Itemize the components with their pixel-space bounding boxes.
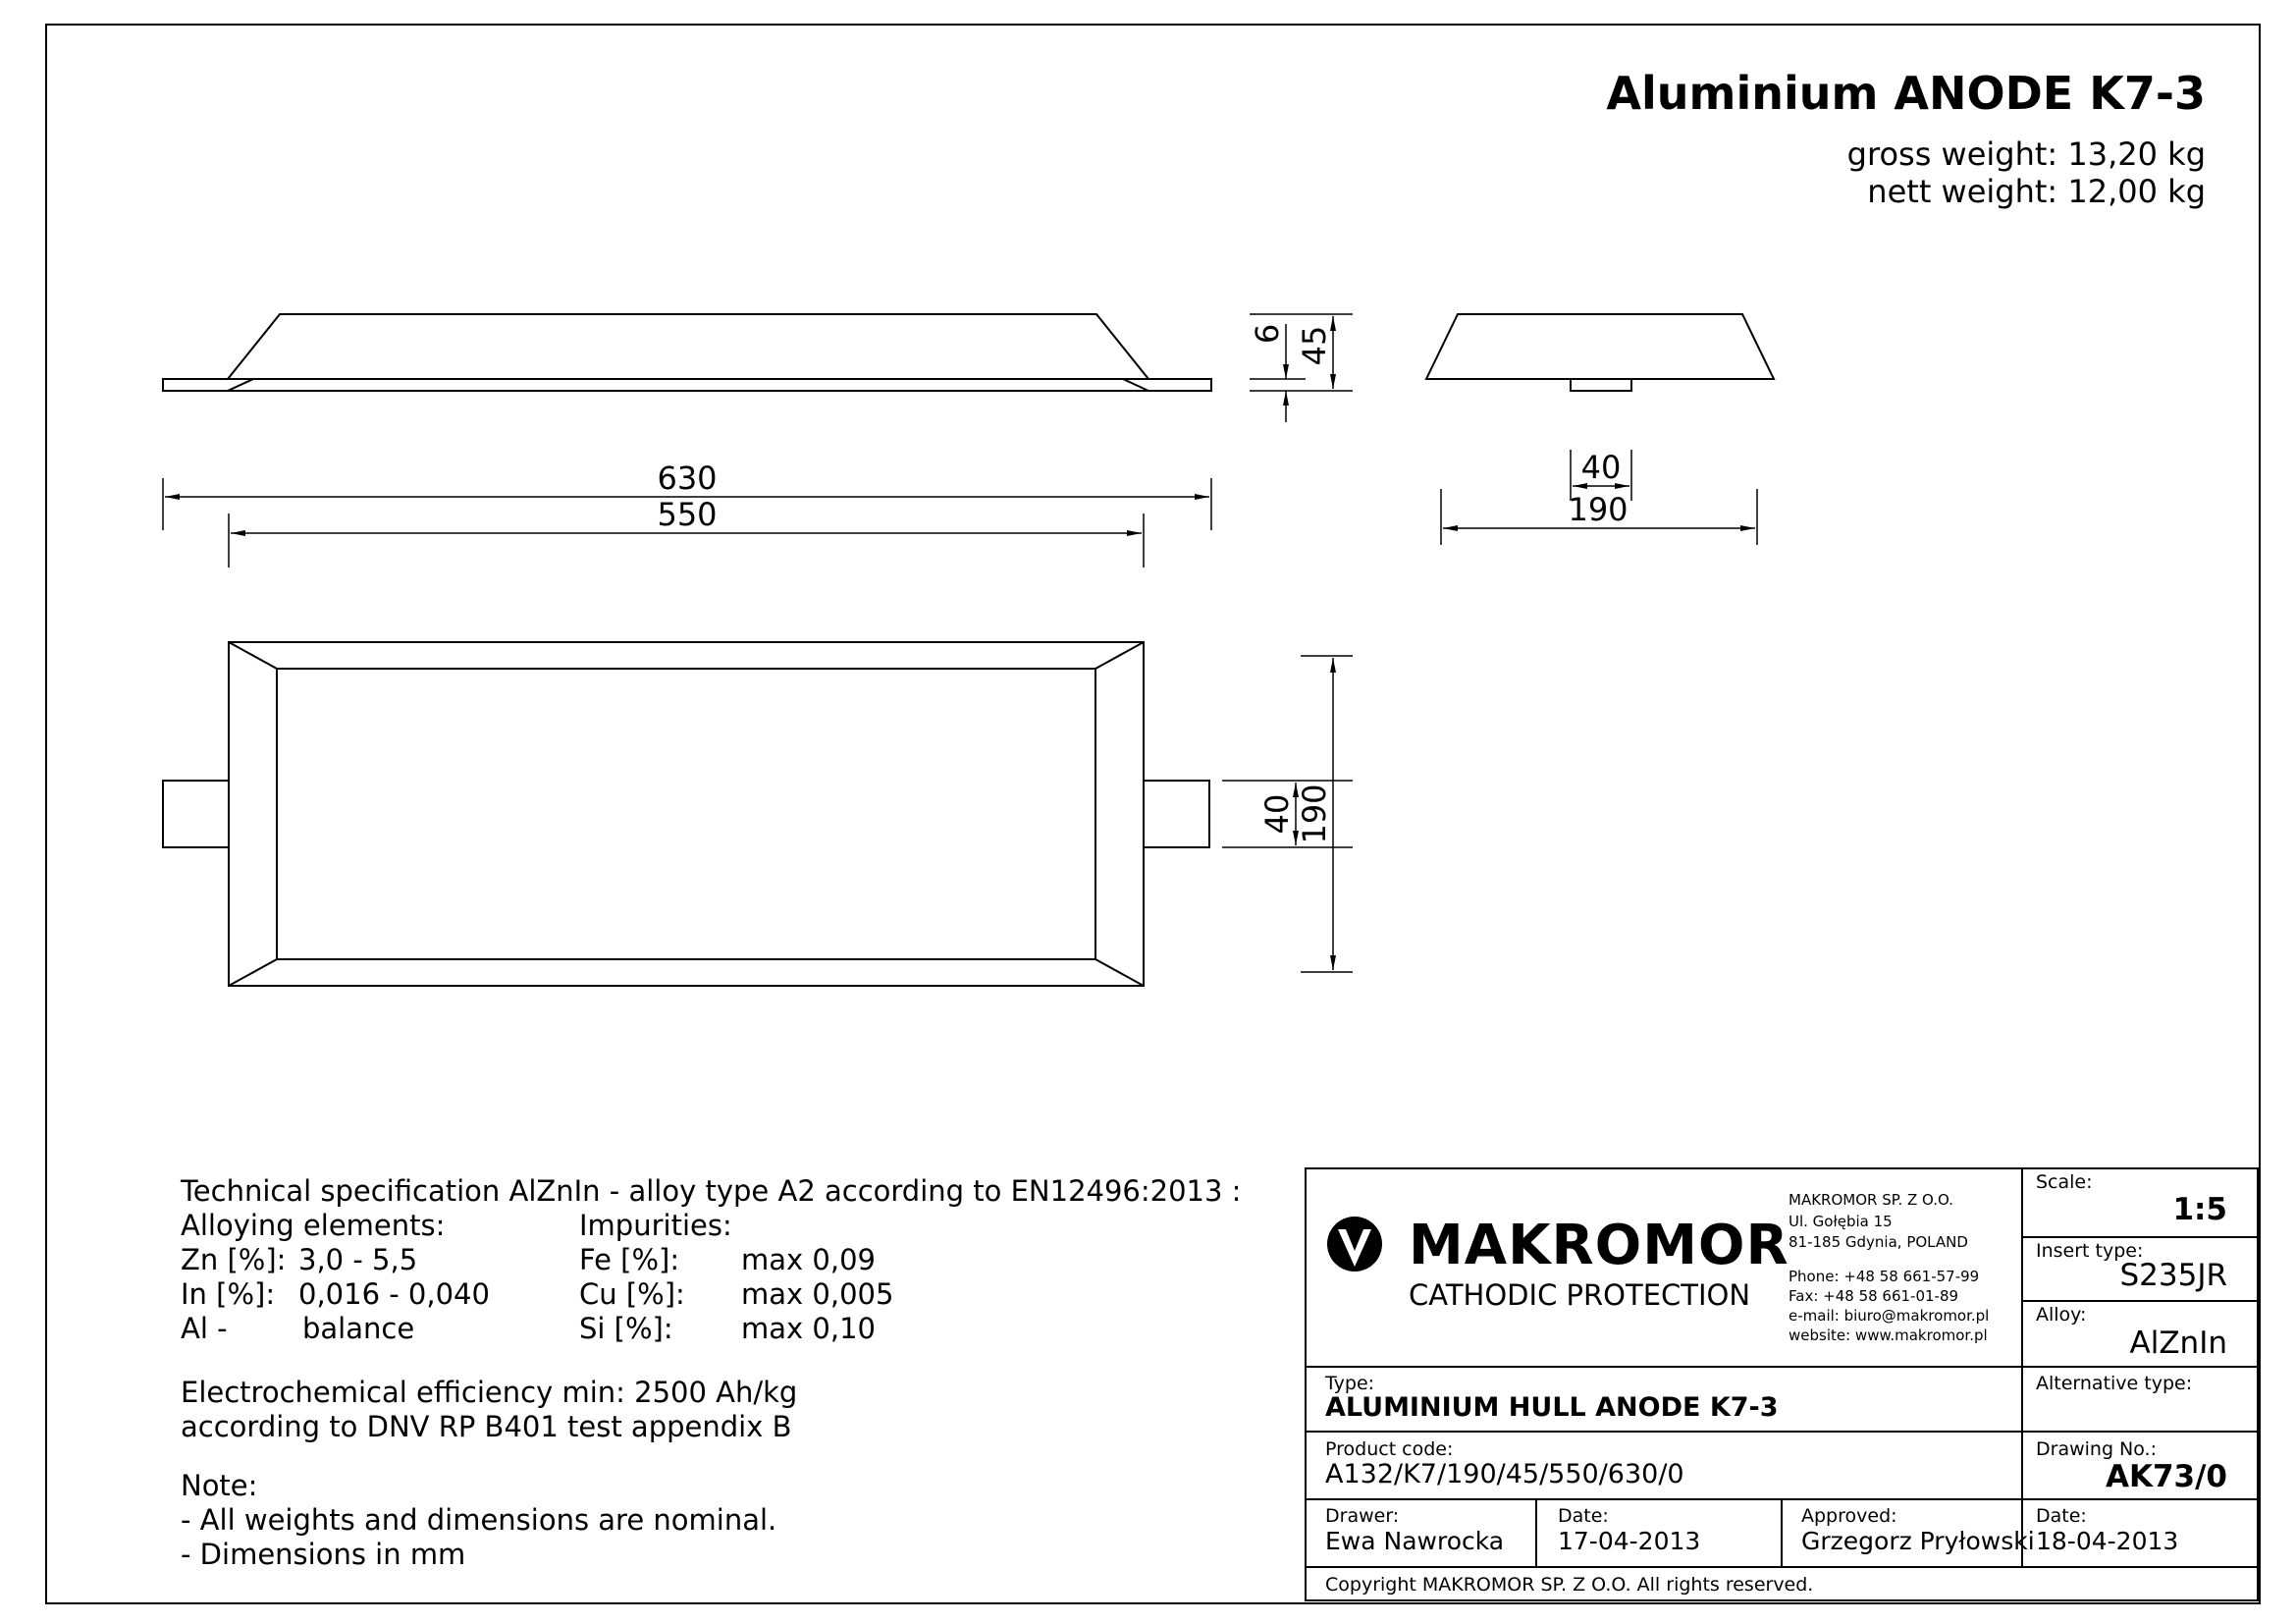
type-label: Type: — [1325, 1373, 1375, 1394]
type-value: ALUMINIUM HULL ANODE K7-3 — [1325, 1392, 1779, 1423]
impurity-value: max 0,10 — [741, 1312, 876, 1345]
impurity-value: max 0,005 — [741, 1277, 894, 1311]
alloying-value: 3,0 - 5,5 — [298, 1243, 418, 1276]
alloy-label: Alloy: — [2036, 1304, 2087, 1326]
copyright-notice: Copyright MAKROMOR SP. Z O.O. All rights reserved. — [1325, 1574, 1814, 1596]
approved-date-label: Date: — [2036, 1505, 2087, 1527]
drawing-number-value: AK73/0 — [2105, 1459, 2227, 1494]
company-name: MAKROMOR — [1409, 1214, 1789, 1277]
gross-weight: gross weight: 13,20 kg — [1846, 135, 2206, 173]
dim-end-190: 190 — [1568, 491, 1629, 528]
insert-type-value: S235JR — [2119, 1258, 2227, 1293]
email: e-mail: biuro@makromor.pl — [1789, 1307, 1990, 1325]
impurity-name: Si [%]: — [579, 1312, 673, 1345]
end-view — [1426, 314, 1774, 391]
spec-heading: Technical specification AlZnIn - alloy type A2 according to EN12496:2013 : — [181, 1174, 1242, 1208]
drawn-date-label: Date: — [1558, 1505, 1609, 1527]
drawn-date-value: 17-04-2013 — [1558, 1527, 1701, 1555]
drawer-label: Drawer: — [1325, 1505, 1400, 1527]
approved-label: Approved: — [1801, 1505, 1897, 1527]
approved-value: Grzegorz Pryłowski — [1801, 1527, 2035, 1555]
note-line-1: - All weights and dimensions are nominal. — [181, 1503, 777, 1537]
scale-label: Scale: — [2036, 1171, 2093, 1193]
approved-date-value: 18-04-2013 — [2036, 1527, 2179, 1555]
note-line-2: - Dimensions in mm — [181, 1538, 466, 1571]
scale-value: 1:5 — [2172, 1192, 2227, 1227]
impurities-heading: Impurities: — [579, 1209, 732, 1242]
phone: Phone: +48 58 661-57-99 — [1789, 1268, 1980, 1285]
alloying-heading: Alloying elements: — [181, 1209, 446, 1242]
alternative-type-label: Alternative type: — [2036, 1373, 2193, 1394]
alloying-value: balance — [302, 1312, 415, 1345]
efficiency-line-1: Electrochemical efficiency min: 2500 Ah/kg — [181, 1376, 798, 1409]
impurity-name: Cu [%]: — [579, 1277, 685, 1311]
dim-6: 6 — [1249, 323, 1286, 345]
insert-type-label: Insert type: — [2036, 1240, 2144, 1262]
address-line: 81-185 Gdynia, POLAND — [1789, 1233, 1968, 1251]
company-subtitle: CATHODIC PROTECTION — [1409, 1278, 1751, 1312]
impurity-name: Fe [%]: — [579, 1243, 680, 1276]
alloying-value: 0,016 - 0,040 — [298, 1277, 490, 1311]
product-code-label: Product code: — [1325, 1438, 1454, 1460]
alloying-name: Zn [%]: — [181, 1243, 287, 1276]
drawer-value: Ewa Nawrocka — [1325, 1527, 1505, 1555]
dim-end-40: 40 — [1580, 449, 1622, 486]
fax: Fax: +48 58 661-01-89 — [1789, 1287, 1959, 1305]
alloying-name: In [%]: — [181, 1277, 276, 1311]
dim-45: 45 — [1296, 325, 1333, 366]
address-line: MAKROMOR SP. Z O.O. — [1789, 1191, 1953, 1209]
alloying-name: Al - — [181, 1312, 228, 1345]
dim-630: 630 — [657, 460, 718, 497]
dim-550: 550 — [657, 496, 718, 533]
efficiency-line-2: according to DNV RP B401 test appendix B — [181, 1410, 792, 1443]
alloy-value: AlZnIn — [2129, 1326, 2227, 1361]
drawing-number-label: Drawing No.: — [2036, 1438, 2157, 1460]
note-heading: Note: — [181, 1469, 258, 1502]
impurity-value: max 0,09 — [741, 1243, 876, 1276]
dim-top-190: 190 — [1296, 784, 1333, 844]
side-view — [163, 314, 1211, 391]
product-code-value: A132/K7/190/45/550/630/0 — [1325, 1459, 1684, 1489]
website: website: www.makromor.pl — [1789, 1326, 1988, 1344]
top-view — [163, 642, 1209, 986]
nett-weight: nett weight: 12,00 kg — [1867, 173, 2206, 210]
makromor-logo-icon — [1327, 1217, 1382, 1272]
drawing-title: Aluminium ANODE K7-3 — [1606, 67, 2206, 120]
dim-top-40: 40 — [1258, 793, 1296, 835]
address-line: Ul. Gołębia 15 — [1789, 1213, 1893, 1230]
